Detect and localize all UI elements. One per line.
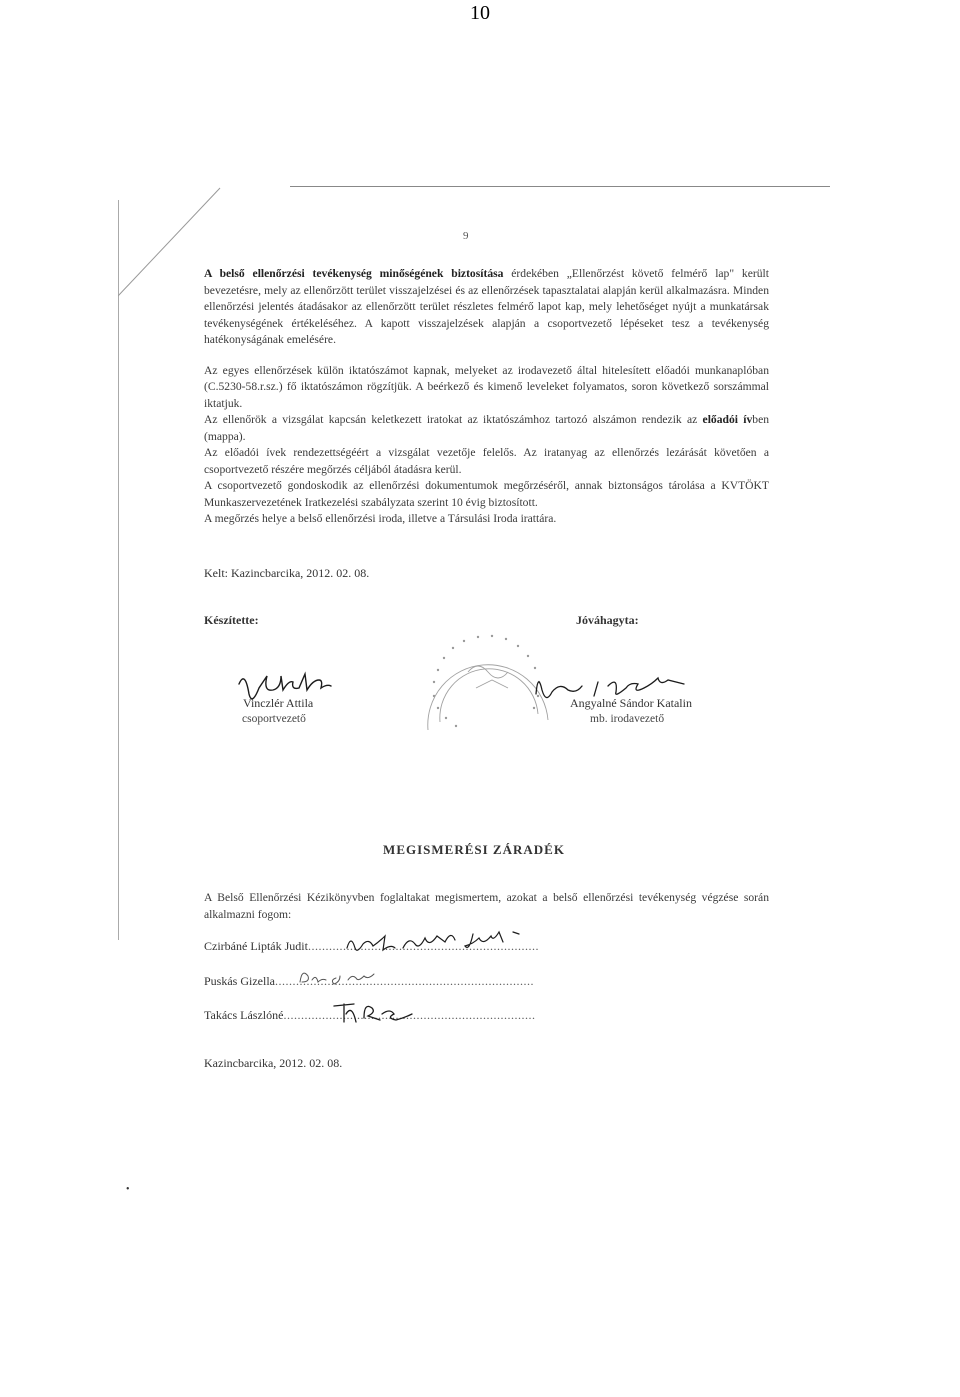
- body-text: [204, 266, 769, 528]
- approved-by-title: mb. irodavezető: [590, 713, 665, 725]
- acknowledger-signature: [330, 996, 420, 1026]
- paragraph-retention: A csoportvezető gondoskodik az ellenőrzési dokumentumok megőrzéséről, annak biztonságos tárolása a KVTÖKT Munkaszervezetének Iratkezelési szabályzata szerint 10 évig biztosított.: [204, 479, 769, 509]
- paragraph-documents-after: ben (mappa).: [204, 413, 770, 443]
- paragraph-documents: [204, 412, 769, 445]
- signature-dots: ........................................................................: [283, 1008, 536, 1022]
- acknowledger-name: Czirbáné Lipták Judit: [204, 939, 308, 953]
- acknowledger-name: Takács Lászlóné: [204, 1008, 284, 1022]
- acknowledger-name: Puskás Gizella: [204, 974, 275, 988]
- signature-dots: ..........................................................................: [275, 974, 534, 988]
- paragraph-quality: [204, 266, 769, 349]
- closing-place-date: Kazincbarcika, 2012. 02. 08.: [204, 1056, 343, 1070]
- paragraph-responsibility: Az előadói ívek rendezettségéért a vizsgálat vezetője felelős. Az iratanyag az ellenőrzés lezárását követően a csoportvezető részére megőrzés céljából átadásra kerül.: [204, 446, 769, 476]
- inner-page-number: 9: [463, 230, 469, 242]
- place-date: Kelt: Kazincbarcika, 2012. 02. 08.: [204, 566, 370, 580]
- signature-dots: ..................................................................: [307, 939, 539, 953]
- prepared-by-label: Készítette:: [204, 613, 259, 627]
- approved-by-label: Jóváhagyta:: [576, 613, 639, 627]
- acknowledger-signature: [343, 928, 573, 958]
- approved-by-name: Angyalné Sándor Katalin: [570, 696, 692, 710]
- outer-page-number: 10: [470, 2, 490, 24]
- scan-edge-top: [290, 186, 830, 187]
- scanned-page: [118, 186, 830, 1256]
- paragraph-registration: Az egyes ellenőrzések külön iktatószámot kapnak, melyeket az irodavezető által hitelesített előadói munkanaplóban (C.5230-58.r.sz.) fő iktatószámon rögzítjük. A beérkező és kimenő leveleket folyamatos, soron következő sorszámmal iktatjuk.: [204, 363, 769, 410]
- paragraph-documents-bold: előadói ív: [702, 413, 753, 426]
- paragraph-quality-lead: A belső ellenőrzési tevékenység minőségének biztosítása: [204, 267, 504, 280]
- prepared-by-title: csoportvezető: [242, 713, 306, 725]
- prepared-by-name: Vinczlér Attila: [243, 696, 314, 710]
- clause-heading: MEGISMERÉSI ZÁRADÉK: [383, 842, 565, 857]
- paragraph-storage-place: A megőrzés helye a belső ellenőrzési iroda, illetve a Társulási Iroda irattára.: [204, 512, 557, 525]
- acknowledger-signature: [296, 966, 396, 990]
- scan-mark: •: [126, 1184, 130, 1195]
- clause-text: A Belső Ellenőrzési Kézikönyvben foglaltakat megismertem, azokat a belső ellenőrzési tevékenység végzése során alkalmazni fogom:: [204, 891, 769, 921]
- paragraph-documents-before: Az ellenőrök a vizsgálat kapcsán keletkezett iratokat az iktatószámhoz tartozó alszámon rendezik az: [204, 413, 703, 426]
- paragraph-quality-rest: érdekében „Ellenőrzést követő felmérő lap" került bevezetésre, mely az ellenőrzött terület visszajelzései és az ellenőrzések tapasztalatai alapján kerül alkalmazásra. Minden ellenőrzési jelentés átadásakor az ellenőrzött terület részletes felmérő lapot kap, mely lehetőséget nyújt a munkatársak tevékenységének értékeléséhez. A kapott visszajelzések alapján a csoportvezető lépéseket tesz a tevékenység hatékonyságának emelésére.: [204, 267, 769, 346]
